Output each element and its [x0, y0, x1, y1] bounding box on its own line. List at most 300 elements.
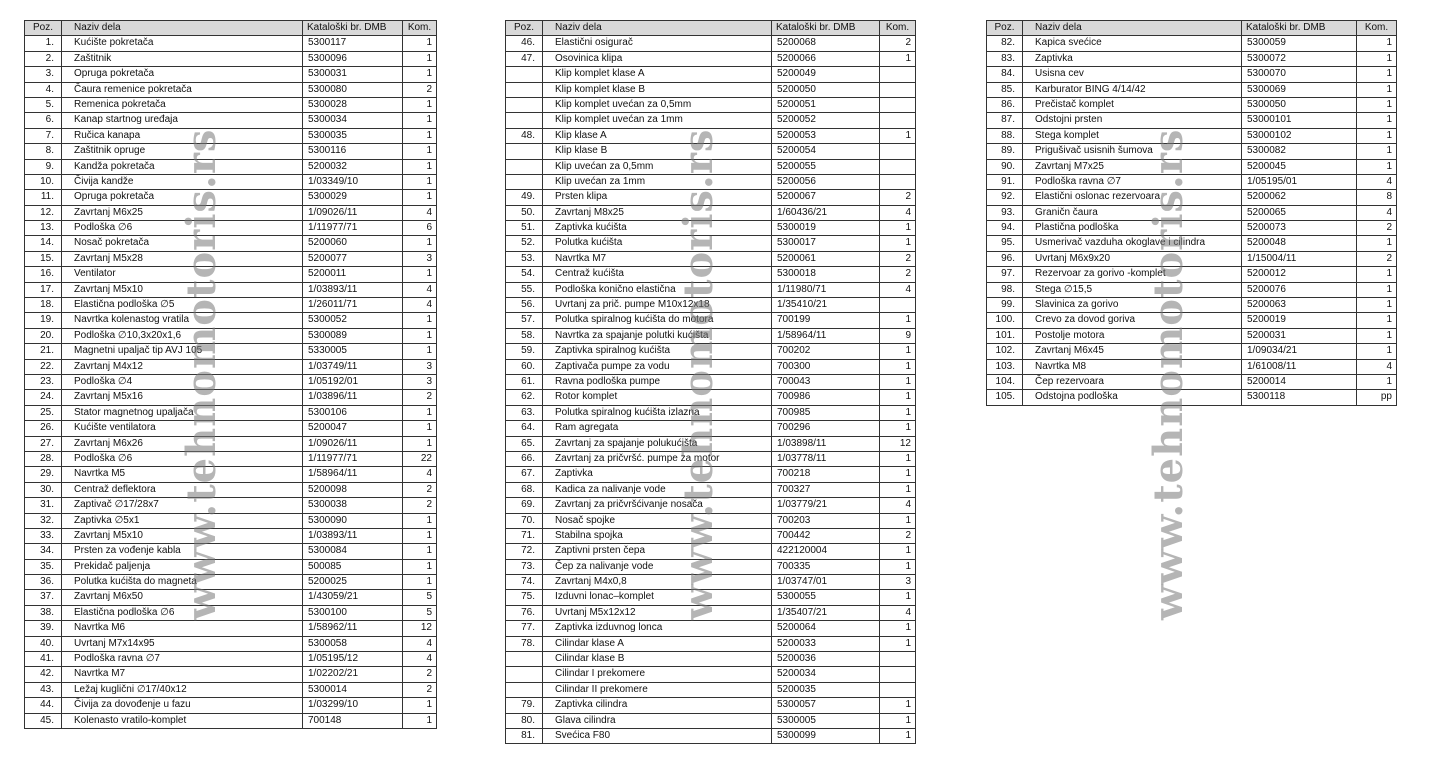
cell-naziv: Kapica svećice — [1023, 36, 1242, 51]
cell-poz: 41. — [25, 652, 62, 667]
table-row — [25, 482, 437, 497]
table-row — [506, 482, 916, 497]
cell-kom: 5 — [403, 605, 437, 620]
cell-kataloski: 5300089 — [303, 328, 403, 343]
table-row — [25, 82, 437, 97]
cell-kataloski: 5200019 — [1242, 313, 1357, 328]
cell-kom: 1 — [403, 36, 437, 51]
cell-naziv: Ventilator — [62, 267, 303, 282]
cell-poz: 87. — [987, 113, 1023, 128]
cell-kataloski: 5200055 — [772, 159, 880, 174]
cell-kom: 2 — [403, 482, 437, 497]
cell-poz: 50. — [506, 205, 543, 220]
watermark-text-2: www.tehnomotoris.rs — [675, 128, 722, 620]
cell-kom: 1 — [1357, 82, 1397, 97]
cell-kataloski: 5300118 — [1242, 390, 1357, 405]
cell-kom: 1 — [880, 313, 916, 328]
table-row — [25, 113, 437, 128]
cell-kom: 1 — [1357, 298, 1397, 313]
cell-kom: 3 — [403, 374, 437, 389]
table-row — [506, 390, 916, 405]
cell-naziv: Uvrtanj za prič. pumpe M10x12x18 — [543, 298, 772, 313]
cell-kataloski: 5200012 — [1242, 267, 1357, 282]
cell-poz: 59. — [506, 344, 543, 359]
cell-kataloski: 1/58962/11 — [303, 621, 403, 636]
table-row — [506, 251, 916, 266]
table-row — [25, 97, 437, 112]
table-header-row — [506, 21, 916, 36]
header-kataloski: Kataloški br. DMB — [1242, 21, 1357, 36]
table-row — [987, 190, 1397, 205]
table-row — [25, 144, 437, 159]
cell-kom: 1 — [1357, 313, 1397, 328]
cell-kom: 2 — [880, 528, 916, 543]
header-naziv: Naziv dela — [62, 21, 303, 36]
cell-naziv: Elastični osigurač — [543, 36, 772, 51]
cell-kataloski: 5300058 — [303, 636, 403, 651]
cell-naziv: Zavrtanj M6x50 — [62, 590, 303, 605]
cell-naziv: Stega ∅15,5 — [1023, 282, 1242, 297]
cell-poz: 48. — [506, 128, 543, 143]
cell-poz: 23. — [25, 374, 62, 389]
cell-naziv: Zaptivača pumpe za vodu — [543, 359, 772, 374]
cell-naziv: Zavrtanj M5x28 — [62, 251, 303, 266]
cell-naziv: Zaštitnik — [62, 51, 303, 66]
cell-naziv: Klip komplet uvećan za 1mm — [543, 113, 772, 128]
cell-kataloski: 5300034 — [303, 113, 403, 128]
cell-kataloski: 5200068 — [772, 36, 880, 51]
cell-kom — [880, 298, 916, 313]
table-row — [25, 51, 437, 66]
table-row — [25, 421, 437, 436]
cell-kom: 2 — [403, 667, 437, 682]
cell-poz — [506, 682, 543, 697]
table-row — [25, 405, 437, 420]
cell-kom: 1 — [403, 128, 437, 143]
cell-kataloski: 1/03896/11 — [303, 390, 403, 405]
cell-kataloski: 5200034 — [772, 667, 880, 682]
cell-naziv: Navrtka M7 — [62, 667, 303, 682]
table-row — [25, 36, 437, 51]
cell-kataloski: 5200025 — [303, 575, 403, 590]
cell-poz: 45. — [25, 713, 62, 728]
cell-kataloski: 1/60436/21 — [772, 205, 880, 220]
cell-poz: 25. — [25, 405, 62, 420]
cell-kataloski: 5300082 — [1242, 144, 1357, 159]
cell-kom: 1 — [403, 313, 437, 328]
cell-kom: 1 — [880, 590, 916, 605]
cell-kataloski: 700327 — [772, 482, 880, 497]
cell-poz: 8. — [25, 144, 62, 159]
cell-poz: 84. — [987, 67, 1023, 82]
table-row — [506, 713, 916, 728]
cell-kom: 1 — [880, 451, 916, 466]
table-row — [25, 652, 437, 667]
cell-naziv: Zavrtanj M8x25 — [543, 205, 772, 220]
table-row — [25, 328, 437, 343]
cell-naziv: Centraž kućišta — [543, 267, 772, 282]
cell-kom — [880, 144, 916, 159]
cell-poz: 86. — [987, 97, 1023, 112]
cell-poz: 24. — [25, 390, 62, 405]
table-row — [25, 221, 437, 236]
cell-naziv: Navrtka M5 — [62, 467, 303, 482]
cell-poz: 64. — [506, 421, 543, 436]
cell-naziv: Osovinica klipa — [543, 51, 772, 66]
cell-kom — [880, 174, 916, 189]
table-row — [25, 313, 437, 328]
cell-naziv: Kućište pokretača — [62, 36, 303, 51]
header-kom: Kom. — [1357, 21, 1397, 36]
cell-kom: 1 — [403, 559, 437, 574]
cell-naziv: Kolenasto vratilo-komplet — [62, 713, 303, 728]
cell-kom: 1 — [880, 421, 916, 436]
cell-kataloski: 1/02202/21 — [303, 667, 403, 682]
cell-kataloski: 1/03749/11 — [303, 359, 403, 374]
cell-poz: 15. — [25, 251, 62, 266]
cell-naziv: Čivija kandže — [62, 174, 303, 189]
cell-kom: 9 — [880, 328, 916, 343]
table-row — [987, 82, 1397, 97]
cell-kom: 1 — [1357, 51, 1397, 66]
table-row — [25, 298, 437, 313]
cell-kom: 2 — [1357, 221, 1397, 236]
cell-kom: 2 — [403, 498, 437, 513]
cell-poz: 53. — [506, 251, 543, 266]
cell-kom: 1 — [880, 713, 916, 728]
cell-poz: 70. — [506, 513, 543, 528]
table-row — [25, 605, 437, 620]
table-row — [987, 205, 1397, 220]
cell-poz: 56. — [506, 298, 543, 313]
cell-kataloski: 5300017 — [772, 236, 880, 251]
cell-kom: 1 — [1357, 159, 1397, 174]
cell-kom: 1 — [1357, 128, 1397, 143]
cell-kom: 4 — [880, 605, 916, 620]
header-kom: Kom. — [880, 21, 916, 36]
cell-kom: 1 — [880, 374, 916, 389]
cell-naziv: Zavrtanj M4x0,8 — [543, 575, 772, 590]
cell-kataloski: 1/61008/11 — [1242, 359, 1357, 374]
table-row — [987, 51, 1397, 66]
cell-kataloski: 5200060 — [303, 236, 403, 251]
cell-kom: 2 — [880, 36, 916, 51]
cell-kom: 2 — [403, 682, 437, 697]
table-row — [25, 359, 437, 374]
table-row — [25, 544, 437, 559]
cell-kataloski: 5300070 — [1242, 67, 1357, 82]
cell-naziv: Svećica F80 — [543, 728, 772, 743]
cell-kataloski: 700442 — [772, 528, 880, 543]
cell-poz — [506, 144, 543, 159]
watermark-text-3: www.tehnomotoris.rs — [1145, 128, 1192, 620]
cell-naziv: Crevo za dovod goriva — [1023, 313, 1242, 328]
cell-kataloski: 5200064 — [772, 621, 880, 636]
cell-kataloski: 53000102 — [1242, 128, 1357, 143]
cell-poz: 99. — [987, 298, 1023, 313]
cell-naziv: Zaptivač ∅17/28x7 — [62, 498, 303, 513]
cell-kataloski: 5300116 — [303, 144, 403, 159]
cell-kataloski: 5200050 — [772, 82, 880, 97]
table-row — [25, 713, 437, 728]
table-row — [25, 590, 437, 605]
table-row — [987, 174, 1397, 189]
cell-poz: 73. — [506, 559, 543, 574]
cell-kataloski: 5200067 — [772, 190, 880, 205]
cell-kom: 6 — [403, 221, 437, 236]
cell-naziv: Prsten klipa — [543, 190, 772, 205]
cell-naziv: Postolje motora — [1023, 328, 1242, 343]
cell-poz: 20. — [25, 328, 62, 343]
table-row — [987, 344, 1397, 359]
cell-kom: 1 — [403, 236, 437, 251]
cell-naziv: Zaptivni prsten čepa — [543, 544, 772, 559]
cell-naziv: Prigušivač usisnih šumova — [1023, 144, 1242, 159]
cell-kom: 2 — [1357, 251, 1397, 266]
cell-kom: 1 — [403, 97, 437, 112]
cell-naziv: Zaptivka izduvnog lonca — [543, 621, 772, 636]
table-row — [25, 451, 437, 466]
cell-naziv: Polutka spiralnog kućišta izlazna — [543, 405, 772, 420]
cell-kataloski: 5200065 — [1242, 205, 1357, 220]
table-row — [506, 328, 916, 343]
cell-naziv: Zavrtanj za pričvršć. pumpe za motor — [543, 451, 772, 466]
table-row — [25, 267, 437, 282]
cell-naziv: Navrtka M7 — [543, 251, 772, 266]
cell-kom: 1 — [403, 421, 437, 436]
cell-naziv: Polutka spiralnog kućišta do motora — [543, 313, 772, 328]
cell-naziv: Ručica kanapa — [62, 128, 303, 143]
parts-table-1 — [24, 20, 437, 729]
cell-poz: 68. — [506, 482, 543, 497]
cell-poz: 52. — [506, 236, 543, 251]
cell-poz: 61. — [506, 374, 543, 389]
cell-poz: 55. — [506, 282, 543, 297]
cell-kom — [880, 97, 916, 112]
table-row — [506, 436, 916, 451]
cell-kom: 2 — [403, 390, 437, 405]
cell-poz: 82. — [987, 36, 1023, 51]
cell-naziv: Podloška konično elastična — [543, 282, 772, 297]
table-row — [987, 298, 1397, 313]
cell-naziv: Zavrtanj M5x10 — [62, 282, 303, 297]
cell-kom: 1 — [403, 67, 437, 82]
table-row — [987, 113, 1397, 128]
cell-kom: 2 — [880, 267, 916, 282]
cell-kom: 1 — [880, 621, 916, 636]
cell-kom — [880, 67, 916, 82]
cell-kom — [880, 667, 916, 682]
cell-kataloski: 700300 — [772, 359, 880, 374]
cell-kataloski: 700985 — [772, 405, 880, 420]
cell-kataloski: 5300055 — [772, 590, 880, 605]
cell-poz: 44. — [25, 698, 62, 713]
table-row — [506, 575, 916, 590]
cell-naziv: Uvrtanj M5x12x12 — [543, 605, 772, 620]
cell-poz: 35. — [25, 559, 62, 574]
cell-kom: 1 — [880, 559, 916, 574]
cell-naziv: Navrtka za spajanje polutki kućišta — [543, 328, 772, 343]
cell-naziv: Ram agregata — [543, 421, 772, 436]
parts-table-2 — [505, 20, 916, 744]
cell-naziv: Ležaj kuglični ∅17/40x12 — [62, 682, 303, 697]
cell-poz: 27. — [25, 436, 62, 451]
table-row — [506, 374, 916, 389]
cell-poz: 88. — [987, 128, 1023, 143]
cell-kataloski: 500085 — [303, 559, 403, 574]
cell-poz: 90. — [987, 159, 1023, 174]
cell-poz: 97. — [987, 267, 1023, 282]
cell-poz: 13. — [25, 221, 62, 236]
cell-naziv: Podloška ∅10,3x20x1,6 — [62, 328, 303, 343]
cell-poz: 21. — [25, 344, 62, 359]
cell-naziv: Podloška ∅6 — [62, 221, 303, 236]
table-row — [987, 374, 1397, 389]
cell-kataloski: 5200062 — [1242, 190, 1357, 205]
cell-naziv: Plastična podloška — [1023, 221, 1242, 236]
table-row — [506, 682, 916, 697]
cell-kom: 4 — [403, 282, 437, 297]
cell-poz — [506, 113, 543, 128]
cell-kom: 1 — [403, 144, 437, 159]
cell-kataloski: 1/03893/11 — [303, 282, 403, 297]
cell-naziv: Izduvni lonac–komplet — [543, 590, 772, 605]
watermark-text-1: www.tehnomotoris.rs — [178, 128, 225, 620]
cell-naziv: Kućište ventilatora — [62, 421, 303, 436]
table-row — [25, 621, 437, 636]
cell-naziv: Cilindar II prekomere — [543, 682, 772, 697]
cell-kom: 1 — [1357, 144, 1397, 159]
table-row — [987, 251, 1397, 266]
cell-poz: 66. — [506, 451, 543, 466]
cell-kataloski: 5300018 — [772, 267, 880, 282]
cell-kataloski: 1/15004/11 — [1242, 251, 1357, 266]
cell-kataloski: 5200049 — [772, 67, 880, 82]
cell-naziv: Nosač spojke — [543, 513, 772, 528]
cell-poz: 98. — [987, 282, 1023, 297]
cell-poz: 77. — [506, 621, 543, 636]
cell-naziv: Prekidač paljenja — [62, 559, 303, 574]
cell-poz: 16. — [25, 267, 62, 282]
cell-naziv: Klip klase B — [543, 144, 772, 159]
cell-poz: 51. — [506, 221, 543, 236]
table-row — [25, 498, 437, 513]
cell-kom: 1 — [403, 436, 437, 451]
table-row — [506, 421, 916, 436]
cell-kataloski: 5200073 — [1242, 221, 1357, 236]
cell-kom — [880, 82, 916, 97]
cell-kataloski: 5300096 — [303, 51, 403, 66]
cell-kataloski: 5200056 — [772, 174, 880, 189]
cell-naziv: Zavrtanj M5x10 — [62, 528, 303, 543]
cell-kataloski: 1/03778/11 — [772, 451, 880, 466]
table-row — [506, 605, 916, 620]
cell-kom: 1 — [880, 513, 916, 528]
cell-kom: 1 — [880, 728, 916, 743]
cell-kom: 1 — [1357, 282, 1397, 297]
cell-poz: 47. — [506, 51, 543, 66]
cell-poz: 3. — [25, 67, 62, 82]
cell-kom: 1 — [880, 236, 916, 251]
cell-naziv: Cilindar klase A — [543, 636, 772, 651]
cell-poz: 71. — [506, 528, 543, 543]
cell-kataloski: 5300080 — [303, 82, 403, 97]
table-row — [506, 467, 916, 482]
table-row — [987, 236, 1397, 251]
cell-naziv: Elastična podloška ∅6 — [62, 605, 303, 620]
cell-naziv: Zaštitnik opruge — [62, 144, 303, 159]
cell-poz: 94. — [987, 221, 1023, 236]
cell-kom: 12 — [403, 621, 437, 636]
cell-kataloski: 5200031 — [1242, 328, 1357, 343]
cell-kataloski: 5200076 — [1242, 282, 1357, 297]
cell-naziv: Čivija za dovođenje u fazu — [62, 698, 303, 713]
table-row — [506, 236, 916, 251]
cell-poz: 46. — [506, 36, 543, 51]
table-row — [987, 128, 1397, 143]
cell-naziv: Ravna podloška pumpe — [543, 374, 772, 389]
cell-kom: 4 — [1357, 359, 1397, 374]
cell-poz: 32. — [25, 513, 62, 528]
cell-kom: 1 — [403, 190, 437, 205]
cell-kataloski: 5200053 — [772, 128, 880, 143]
cell-kom: 2 — [403, 82, 437, 97]
cell-kataloski: 1/58964/11 — [772, 328, 880, 343]
cell-naziv: Karburator BING 4/14/42 — [1023, 82, 1242, 97]
cell-kom: 3 — [880, 575, 916, 590]
cell-poz — [506, 82, 543, 97]
cell-kataloski: 5200066 — [772, 51, 880, 66]
cell-kataloski: 700296 — [772, 421, 880, 436]
cell-kataloski: 5300019 — [772, 221, 880, 236]
cell-kataloski: 53000101 — [1242, 113, 1357, 128]
cell-naziv: Stabilna spojka — [543, 528, 772, 543]
cell-kom: 1 — [403, 405, 437, 420]
table-row — [506, 221, 916, 236]
cell-kataloski: 5300005 — [772, 713, 880, 728]
cell-poz — [506, 159, 543, 174]
cell-kataloski: 5300035 — [303, 128, 403, 143]
cell-naziv: Klip komplet klase A — [543, 67, 772, 82]
cell-kom: 2 — [880, 190, 916, 205]
cell-kataloski: 1/35407/21 — [772, 605, 880, 620]
cell-kom: 1 — [880, 405, 916, 420]
table-row — [25, 190, 437, 205]
cell-poz — [506, 652, 543, 667]
cell-naziv: Zavrtanj M6x26 — [62, 436, 303, 451]
cell-kom: 1 — [880, 344, 916, 359]
cell-kataloski: 1/11977/71 — [303, 451, 403, 466]
cell-kataloski: 5300052 — [303, 313, 403, 328]
cell-kom: 1 — [880, 482, 916, 497]
cell-kataloski: 5200061 — [772, 251, 880, 266]
cell-naziv: Uvrtanj M7x14x95 — [62, 636, 303, 651]
cell-poz: 9. — [25, 159, 62, 174]
cell-naziv: Elastični oslonac rezervoara — [1023, 190, 1242, 205]
cell-poz: 54. — [506, 267, 543, 282]
cell-kataloski: 1/11980/71 — [772, 282, 880, 297]
table-row — [987, 282, 1397, 297]
cell-poz: 22. — [25, 359, 62, 374]
table-row — [506, 636, 916, 651]
cell-kom: 1 — [1357, 97, 1397, 112]
cell-poz — [506, 667, 543, 682]
table-row — [987, 313, 1397, 328]
cell-poz: 58. — [506, 328, 543, 343]
cell-kom: 1 — [880, 51, 916, 66]
cell-naziv: Kanap startnog uređaja — [62, 113, 303, 128]
table-row — [506, 344, 916, 359]
